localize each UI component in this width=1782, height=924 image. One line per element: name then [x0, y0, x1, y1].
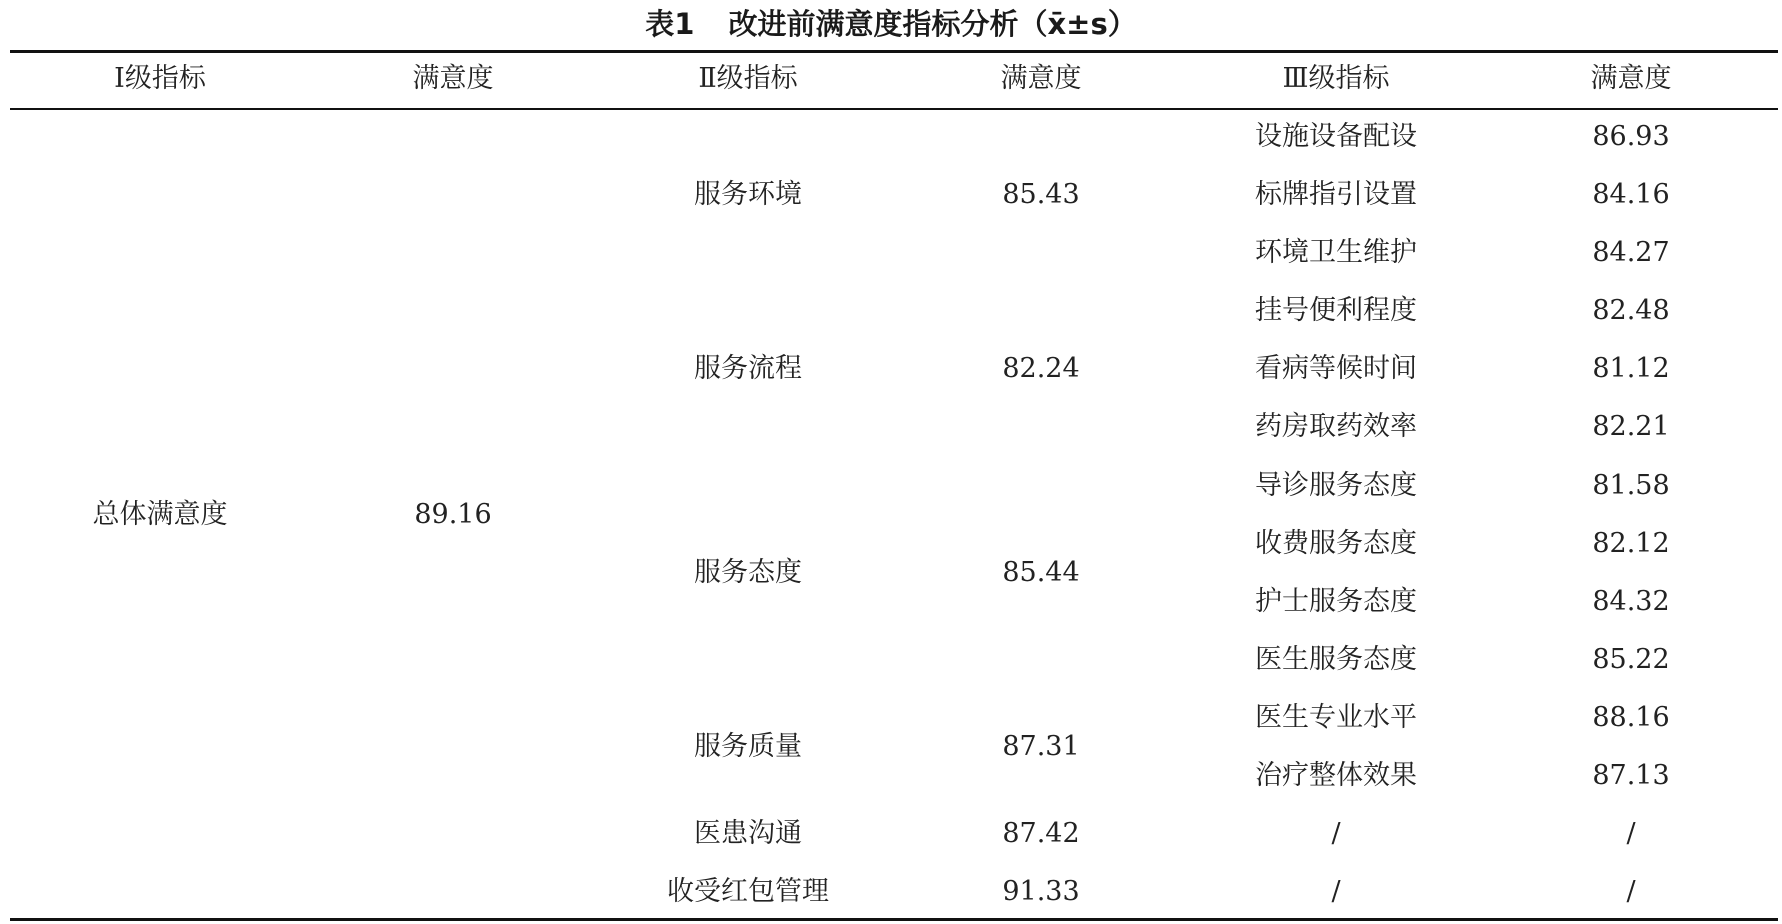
- level3-score: 81.58: [1592, 470, 1670, 501]
- level3-score: 85.22: [1592, 644, 1670, 675]
- header-rule: [10, 108, 1778, 110]
- level3-score: 82.21: [1592, 411, 1670, 442]
- level3-name: 环境卫生维护: [1255, 237, 1417, 268]
- level3-score: 86.93: [1592, 121, 1670, 152]
- level3-score: 82.48: [1592, 295, 1670, 326]
- header-level3-score: 满意度: [1590, 63, 1672, 94]
- level3-score: 82.12: [1592, 528, 1670, 559]
- level3-name: 标牌指引设置: [1255, 179, 1417, 210]
- level3-name: 药房取药效率: [1255, 411, 1417, 442]
- table-title: [0, 4, 1782, 44]
- level1-score: 89.16: [414, 499, 492, 530]
- level3-name: 治疗整体效果: [1255, 760, 1417, 791]
- table-caption: 改进前满意度指标分析（x̄±s）: [728, 7, 1137, 41]
- level3-score: /: [1626, 818, 1636, 849]
- level3-score: /: [1626, 876, 1636, 907]
- level2-score: 85.44: [1002, 557, 1080, 588]
- level3-name: 设施设备配设: [1255, 121, 1417, 152]
- level3-name: 导诊服务态度: [1255, 470, 1417, 501]
- level3-score: 88.16: [1592, 702, 1670, 733]
- level2-score: 82.24: [1002, 353, 1080, 384]
- header-level3: Ⅲ级指标: [1282, 63, 1390, 94]
- level2-score: 87.42: [1002, 818, 1080, 849]
- header-level2: Ⅱ级指标: [698, 63, 798, 94]
- level3-name: 看病等候时间: [1255, 353, 1417, 384]
- level2-name: 服务环境: [694, 179, 802, 210]
- level3-name: 护士服务态度: [1255, 586, 1417, 617]
- level2-score: 91.33: [1002, 876, 1080, 907]
- bottom-rule: [10, 918, 1778, 921]
- level2-name: 服务质量: [694, 731, 802, 762]
- level3-name: /: [1331, 818, 1341, 849]
- level3-score: 87.13: [1592, 760, 1670, 791]
- level3-name: 医生专业水平: [1255, 702, 1417, 733]
- level2-name: 服务流程: [694, 353, 802, 384]
- level1-name: 总体满意度: [92, 499, 228, 530]
- top-rule: [10, 50, 1778, 53]
- table-number: 表1: [645, 7, 695, 41]
- level3-name: 医生服务态度: [1255, 644, 1417, 675]
- level3-name: 挂号便利程度: [1255, 295, 1417, 326]
- level2-name: 医患沟通: [694, 818, 802, 849]
- level3-score: 84.27: [1592, 237, 1670, 268]
- level3-score: 84.32: [1592, 586, 1670, 617]
- header-level2-score: 满意度: [1000, 63, 1082, 94]
- header-level1-score: 满意度: [412, 63, 494, 94]
- level3-name: 收费服务态度: [1255, 528, 1417, 559]
- level2-name: 服务态度: [694, 557, 802, 588]
- level2-score: 87.31: [1002, 731, 1080, 762]
- level3-score: 81.12: [1592, 353, 1670, 384]
- header-level1: Ⅰ级指标: [114, 63, 206, 94]
- level2-name: 收受红包管理: [667, 876, 829, 907]
- level3-score: 84.16: [1592, 179, 1670, 210]
- level3-name: /: [1331, 876, 1341, 907]
- level2-score: 85.43: [1002, 179, 1080, 210]
